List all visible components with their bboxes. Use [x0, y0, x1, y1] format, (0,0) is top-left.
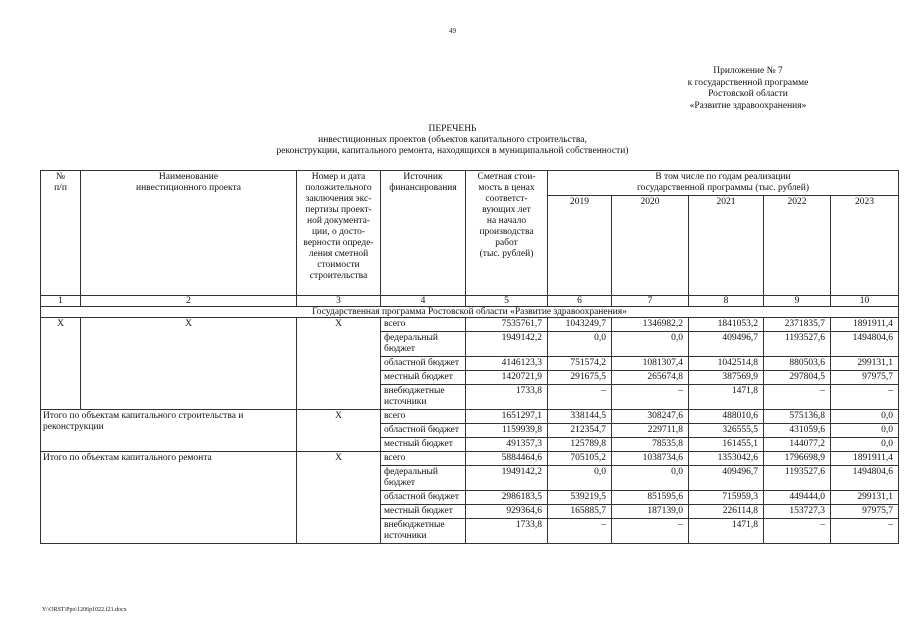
appendix-line: к государственной программе: [687, 77, 809, 88]
year-value-cell: 0,0: [548, 466, 612, 491]
year-value-cell: 187139,0: [612, 505, 689, 519]
table-row: [41, 452, 899, 466]
table-row: [41, 410, 899, 424]
header-year: 2021: [689, 196, 764, 296]
header-expertise: Номер и дата положительного заключения экс- пертизы проект- ной документа- ции, о досто- верности опреде- ления сметной стоимости строительства: [297, 171, 381, 296]
year-value-cell: –: [764, 385, 831, 410]
year-value-cell: 715959,3: [689, 491, 764, 505]
year-value-cell: 297804,5: [764, 371, 831, 385]
financing-source-cell: областной бюджет: [381, 357, 466, 371]
year-value-cell: 1494804,6: [831, 466, 899, 491]
year-value-cell: 1471,8: [689, 519, 764, 544]
column-number: 1: [41, 296, 81, 307]
year-value-cell: 1042514,8: [689, 357, 764, 371]
year-value-cell: 1841053,2: [689, 318, 764, 332]
year-value-cell: 1494804,6: [831, 332, 899, 357]
column-number: 2: [81, 296, 297, 307]
year-value-cell: 161455,1: [689, 438, 764, 452]
year-value-cell: 1193527,6: [764, 332, 831, 357]
year-value-cell: 1081307,4: [612, 357, 689, 371]
project-name-cell: Х: [81, 318, 297, 410]
year-value-cell: –: [764, 519, 831, 544]
year-value-cell: 1891911,4: [831, 318, 899, 332]
expertise-cell: Х: [297, 452, 381, 544]
document-title-block: [0, 124, 905, 157]
appendix-line: «Развитие здравоохранения»: [689, 100, 807, 111]
year-value-cell: 299131,1: [831, 491, 899, 505]
expertise-cell: Х: [297, 318, 381, 410]
column-numbers-row: [41, 296, 899, 307]
year-value-cell: –: [831, 519, 899, 544]
year-value-cell: 326555,5: [689, 424, 764, 438]
year-value-cell: 125789,8: [548, 438, 612, 452]
year-value-cell: 539219,5: [548, 491, 612, 505]
estimated-cost-cell: 2986183,5: [466, 491, 548, 505]
estimated-cost-cell: 1733,8: [466, 385, 548, 410]
year-value-cell: 2371835,7: [764, 318, 831, 332]
year-value-cell: 880503,6: [764, 357, 831, 371]
header-num: № п/п: [41, 171, 81, 296]
year-value-cell: 751574,2: [548, 357, 612, 371]
appendix-line: Ростовской области: [708, 89, 788, 99]
estimated-cost-cell: 1949142,2: [466, 332, 548, 357]
program-row: [41, 307, 899, 318]
year-value-cell: 97975,7: [831, 505, 899, 519]
year-value-cell: 291675,5: [548, 371, 612, 385]
estimated-cost-cell: 5884464,6: [466, 452, 548, 466]
year-value-cell: 488010,6: [689, 410, 764, 424]
page-number: 49: [449, 27, 456, 35]
year-value-cell: 308247,6: [612, 410, 689, 424]
year-value-cell: 212354,7: [548, 424, 612, 438]
year-value-cell: 1471,8: [689, 385, 764, 410]
year-value-cell: 1353042,6: [689, 452, 764, 466]
financing-source-cell: всего: [381, 410, 466, 424]
year-value-cell: 0,0: [548, 332, 612, 357]
year-value-cell: 153727,3: [764, 505, 831, 519]
year-value-cell: 1346982,2: [612, 318, 689, 332]
year-value-cell: 78535,8: [612, 438, 689, 452]
year-value-cell: 1796698,9: [764, 452, 831, 466]
expertise-cell: Х: [297, 410, 381, 452]
year-value-cell: 409496,7: [689, 466, 764, 491]
row-number-cell: Х: [41, 318, 81, 410]
year-value-cell: 1038734,6: [612, 452, 689, 466]
financing-source-cell: местный бюджет: [381, 505, 466, 519]
financing-source-cell: местный бюджет: [381, 371, 466, 385]
year-value-cell: 165885,7: [548, 505, 612, 519]
estimated-cost-cell: 1159939,8: [466, 424, 548, 438]
year-value-cell: 0,0: [612, 466, 689, 491]
year-value-cell: 299131,1: [831, 357, 899, 371]
year-value-cell: –: [548, 519, 612, 544]
financing-source-cell: областной бюджет: [381, 491, 466, 505]
year-value-cell: 387569,9: [689, 371, 764, 385]
header-source: Источник финансирования: [381, 171, 466, 296]
document-title: ПЕРЕЧЕНЬ: [428, 124, 477, 134]
year-value-cell: 1891911,4: [831, 452, 899, 466]
header-year: 2023: [831, 196, 899, 296]
estimated-cost-cell: 929364,6: [466, 505, 548, 519]
header-year: 2019: [548, 196, 612, 296]
column-number: 4: [381, 296, 466, 307]
header-project-name: Наименование инвестиционного проекта: [81, 171, 297, 296]
year-value-cell: 0,0: [831, 438, 899, 452]
investment-projects-table: [40, 170, 899, 544]
year-value-cell: 431059,6: [764, 424, 831, 438]
year-value-cell: 409496,7: [689, 332, 764, 357]
estimated-cost-cell: 4146123,3: [466, 357, 548, 371]
year-value-cell: –: [831, 385, 899, 410]
column-number: 9: [764, 296, 831, 307]
column-number: 3: [297, 296, 381, 307]
table-row: [41, 318, 899, 332]
header-cost: Сметная стои- мость в ценах соответст- вующих лет на начало производства работ (тыс. рублей): [466, 171, 548, 296]
column-number: 7: [612, 296, 689, 307]
estimated-cost-cell: 491357,3: [466, 438, 548, 452]
year-value-cell: 144077,2: [764, 438, 831, 452]
year-value-cell: 338144,5: [548, 410, 612, 424]
financing-source-cell: внебюджетные источники: [381, 519, 466, 544]
year-value-cell: 705105,2: [548, 452, 612, 466]
year-value-cell: 0,0: [831, 424, 899, 438]
estimated-cost-cell: 1733,8: [466, 519, 548, 544]
year-value-cell: 1193527,6: [764, 466, 831, 491]
year-value-cell: 229711,8: [612, 424, 689, 438]
column-number: 5: [466, 296, 548, 307]
program-name: Государственная программа Ростовской области «Развитие здравоохранения»: [41, 307, 899, 318]
year-value-cell: 265674,8: [612, 371, 689, 385]
financing-source-cell: всего: [381, 452, 466, 466]
financing-source-cell: всего: [381, 318, 466, 332]
year-value-cell: –: [612, 385, 689, 410]
estimated-cost-cell: 1651297,1: [466, 410, 548, 424]
document-subtitle: реконструкции, капитального ремонта, находящихся в муниципальной собственности): [276, 146, 629, 156]
file-path-footer: Y:\ORST\Ppo\1206p1022.f21.docx: [42, 607, 127, 613]
financing-source-cell: федеральный бюджет: [381, 466, 466, 491]
year-value-cell: 851595,6: [612, 491, 689, 505]
financing-source-cell: областной бюджет: [381, 424, 466, 438]
estimated-cost-cell: 7535761,7: [466, 318, 548, 332]
year-value-cell: 1043249,7: [548, 318, 612, 332]
year-value-cell: 226114,8: [689, 505, 764, 519]
year-value-cell: 449444,0: [764, 491, 831, 505]
document-subtitle: инвестиционных проектов (объектов капитального строительства,: [318, 135, 587, 145]
header-year: 2022: [764, 196, 831, 296]
year-value-cell: –: [548, 385, 612, 410]
project-name-cell: Итого по объектам капитального ремонта: [41, 452, 297, 544]
financing-source-cell: местный бюджет: [381, 438, 466, 452]
financing-source-cell: федеральный бюджет: [381, 332, 466, 357]
year-value-cell: 0,0: [831, 410, 899, 424]
column-number: 10: [831, 296, 899, 307]
header-years-group: В том числе по годам реализации государственной программы (тыс. рублей): [548, 171, 899, 196]
estimated-cost-cell: 1949142,2: [466, 466, 548, 491]
column-number: 8: [689, 296, 764, 307]
project-name-cell: Итого по объектам капитального строительства и реконструкции: [41, 410, 297, 452]
year-value-cell: –: [612, 519, 689, 544]
financing-source-cell: внебюджетные источники: [381, 385, 466, 410]
year-value-cell: 575136,8: [764, 410, 831, 424]
year-value-cell: 0,0: [612, 332, 689, 357]
header-year: 2020: [612, 196, 689, 296]
year-value-cell: 97975,7: [831, 371, 899, 385]
appendix-line: Приложение № 7: [713, 66, 783, 76]
column-number: 6: [548, 296, 612, 307]
appendix-caption: [653, 66, 843, 112]
estimated-cost-cell: 1420721,9: [466, 371, 548, 385]
